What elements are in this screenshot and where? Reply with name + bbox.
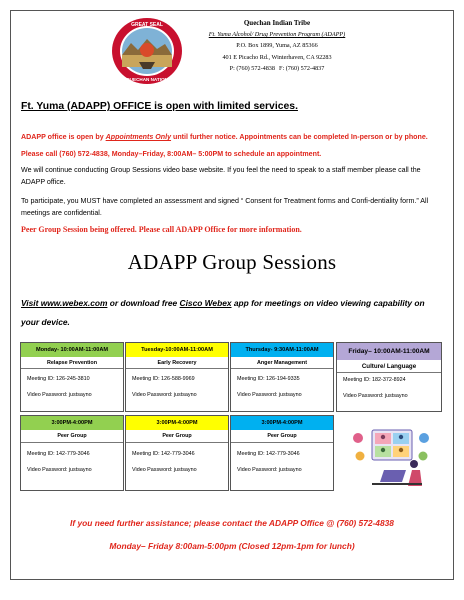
peer-group-notice: Peer Group Session being offered. Please call ADAPP Office for more information. — [21, 225, 302, 234]
session-time: Monday- 10:00AM-11:00AM — [21, 343, 123, 357]
webex-link[interactable]: Visit www.webex.com — [21, 298, 108, 308]
street-address: 401 E Picacho Rd., Winterhaven, CA 92283 — [222, 53, 332, 61]
session-name: Culture/ Language — [337, 360, 441, 373]
po-box: P.O. Box 1899, Yuma, AZ 85366 — [236, 42, 318, 50]
video-password: Video Password: justsayno — [237, 392, 302, 398]
svg-text:QUECHAN NATION: QUECHAN NATION — [126, 77, 168, 82]
meeting-id: Meeting ID: 126-588-9969 — [132, 376, 195, 382]
video-password: Video Password: justsayno — [27, 467, 92, 473]
session-card — [230, 415, 334, 491]
group-sessions-paragraph: We will continue conducting Group Sessions video base website. If you feel the need to speak to a staff member please call the ADAPP office. — [21, 166, 421, 186]
cisco-webex-link[interactable]: Cisco Webex — [179, 298, 232, 308]
video-password: Video Password: justsayno — [27, 392, 92, 398]
session-name: Peer Group — [231, 430, 333, 443]
session-card — [125, 415, 229, 491]
session-time: 3:00PM-4:00PM — [21, 416, 123, 430]
session-name: Anger Management — [231, 357, 333, 369]
webex-instructions: Visit www.webex.com or download free Cisco Webex app for meetings on video viewing capability on your device. — [21, 298, 425, 327]
fax: F: (760) 572-4837 — [279, 64, 325, 72]
session-card — [125, 342, 229, 412]
meeting-id: Meeting ID: 182-372-8924 — [343, 377, 406, 383]
office-heading: Ft. Yuma (ADAPP) OFFICE is open with limited services. — [21, 101, 298, 112]
schedule-table — [20, 342, 444, 491]
participation-paragraph: To participate, you MUST have completed an assessment and signed “ Consent for Treatment forms and Confi-dentiality form.” All meetings are confidential. — [21, 197, 429, 217]
session-card — [20, 415, 124, 491]
page-title: ADAPP Group Sessions — [127, 250, 337, 274]
session-card — [230, 342, 334, 412]
letterhead — [172, 18, 382, 74]
session-time: Thursday- 9:30AM-11:00AM — [231, 343, 333, 357]
video-password: Video Password: justsayno — [343, 393, 408, 399]
svg-text:GREAT SEAL: GREAT SEAL — [131, 22, 163, 28]
appointment-notice: ADAPP office is open by Appointments Only until further notice. Appointments can be completed In-person or by phone. Please call (760) 572-4838, Monday–Friday, 8:00AM– 5:00PM to schedule an appointment. — [21, 133, 428, 158]
video-password: Video Password: justsayno — [132, 392, 197, 398]
session-card — [336, 342, 442, 412]
video-conference-illustration — [350, 426, 432, 488]
meeting-id: Meeting ID: 126-245-3810 — [27, 376, 90, 382]
phone: P: (760) 572-4838 — [229, 64, 275, 72]
session-name: Relapse Prevention — [21, 357, 123, 369]
video-password: Video Password: justsayno — [237, 467, 302, 473]
office-hours-line: Monday– Friday 8:00am-5:00pm (Closed 12pm-1pm for lunch) — [109, 541, 355, 551]
meeting-id: Meeting ID: 142-779-3046 — [132, 451, 195, 457]
meeting-id: Meeting ID: 142-779-3046 — [237, 451, 300, 457]
session-time: Tuesday-10:00AM-11:00AM — [126, 343, 228, 357]
meeting-id: Meeting ID: 142-779-3046 — [27, 451, 90, 457]
session-time: Friday– 10:00AM-11:00AM — [337, 343, 441, 360]
contact-line: If you need further assistance; please contact the ADAPP Office @ (760) 572-4838 — [70, 518, 394, 528]
session-name: Peer Group — [21, 430, 123, 443]
session-card — [20, 342, 124, 412]
video-password: Video Password: justsayno — [132, 467, 197, 473]
session-time: 3:00PM-4:00PM — [126, 416, 228, 430]
appointments-only: Appointments Only — [105, 133, 172, 141]
program-name: Ft. Yuma Alcohol/ Drug Prevention Program (ADAPP) — [208, 31, 346, 39]
tribe-name: Quechan Indian Tribe — [243, 19, 311, 27]
session-name: Peer Group — [126, 430, 228, 443]
phone-fax — [172, 63, 382, 74]
meeting-id: Meeting ID: 126-194-9335 — [237, 376, 300, 382]
session-name: Early Recovery — [126, 357, 228, 369]
session-time: 3:00PM-4:00PM — [231, 416, 333, 430]
